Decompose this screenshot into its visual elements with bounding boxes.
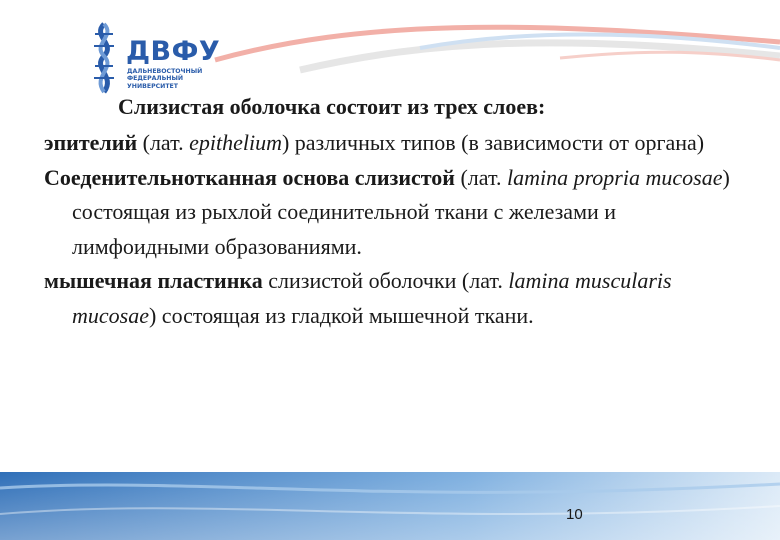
layer-text: слизистой оболочки (лат. [262,268,509,293]
layer-text: (лат. [137,130,190,155]
layer-item-muscularis-mucosae [44,264,754,333]
layer-text: ) состоящая из рыхлой соединительной ткани с железами и лимфоидными образованиями. [72,164,730,259]
layer-item-epithelium [44,126,754,161]
layer-term: эпителий [44,130,138,155]
logo-name: ДВФУ [126,36,221,67]
footer-decoration [0,466,780,540]
university-logo [86,22,221,102]
slide-body [44,126,754,333]
layer-term: Соеденительнотканная основа слизистой [44,164,455,190]
latin-term: lamina muscularis mucosae [72,268,672,328]
layer-term: мышечная пластинка [44,268,263,293]
latin-term: lamina propria mucosae [506,164,723,190]
layer-text: ) состоящая из гладкой мышечной ткани. [148,302,534,328]
logo-mark-icon [86,22,122,94]
logo-subtitle: ДАЛЬНЕВОСТОЧНЫЙ ФЕДЕРАЛЬНЫЙ УНИВЕРСИТЕТ [127,68,203,90]
slide-title: Слизистая оболочка состоит из трех слоев: [118,94,546,119]
layer-item-lamina-propria [44,161,754,265]
latin-term: epithelium [189,130,282,155]
layer-text: (лат. [454,164,507,190]
layer-text: ) различных типов (в зависимости от органа) [281,130,705,155]
page-number: 10 [566,506,583,523]
